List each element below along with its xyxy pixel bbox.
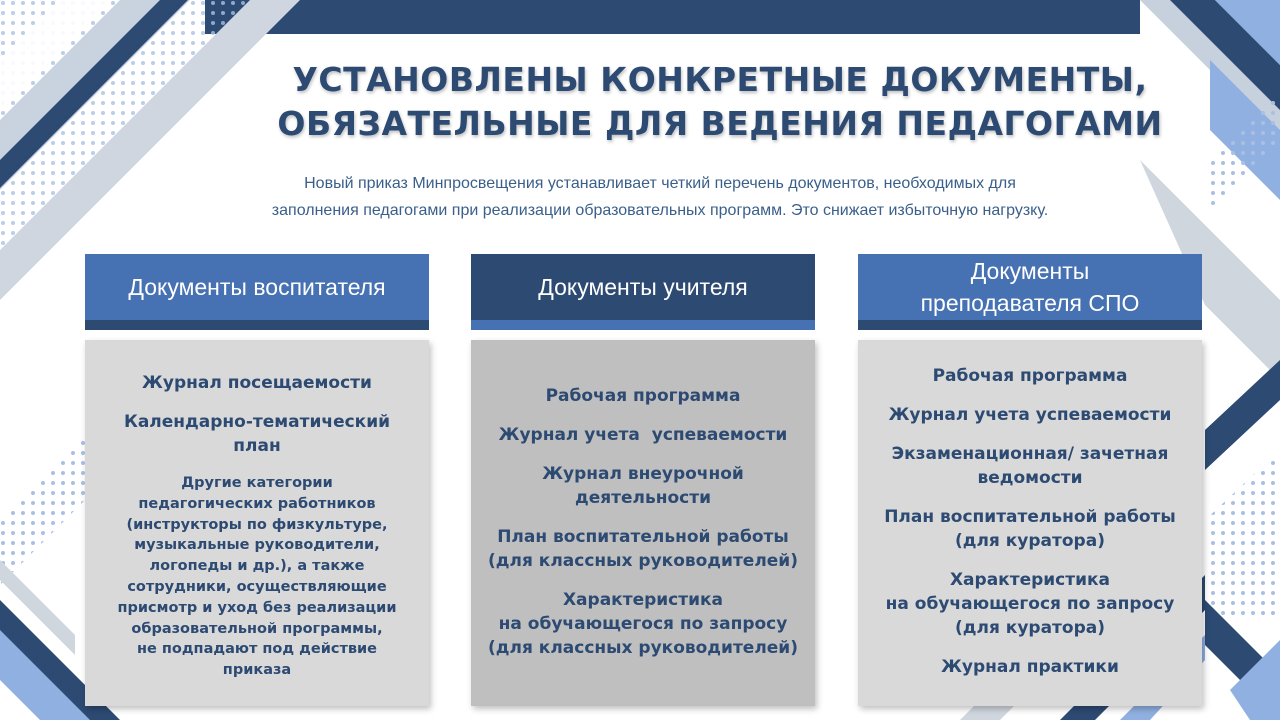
list-item: Характеристика на обучающегося по запросу (для классных руководителей) xyxy=(488,589,798,658)
list-item: Рабочая программа xyxy=(932,366,1128,386)
page-subtitle xyxy=(160,170,1160,224)
card-header-text-line-1: Документы xyxy=(970,258,1090,284)
card-header-text: Документы воспитателя xyxy=(128,274,386,300)
card-spo-lecturer xyxy=(858,254,1202,706)
card-educator xyxy=(85,254,429,706)
list-item: Экзаменационная/ зачетная ведомости xyxy=(891,444,1169,488)
list-item: Рабочая программа xyxy=(545,385,741,406)
page-title xyxy=(240,58,1200,146)
list-item: Журнал учета успеваемости xyxy=(888,405,1172,425)
list-item: Журнал учета успеваемости xyxy=(498,424,788,445)
card-header-bar xyxy=(471,320,815,330)
card-header xyxy=(85,254,429,320)
card-header-text-line-2: преподавателя СПО xyxy=(920,290,1140,316)
list-item: Характеристика на обучающегося по запросу (для куратора) xyxy=(885,570,1175,638)
title-line-1: УСТАНОВЛЕНЫ КОНКРЕТНЫЕ ДОКУМЕНТЫ, xyxy=(292,60,1148,99)
subtitle-line-2: заполнения педагогами при реализации образовательных программ. Это снижает избыточную нагрузку. xyxy=(271,202,1049,219)
card-note: Другие категории педагогических работников (инструкторы по физкультуре, музыкальные руководители, логопеды и др.), а также сотрудники, осуществляющие присмотр и уход без реализации образовательной программы, не подпадают под действие приказа xyxy=(117,475,397,679)
card-header xyxy=(858,254,1202,320)
card-header xyxy=(471,254,815,320)
card-header-bar xyxy=(85,320,429,330)
subtitle-line-1: Новый приказ Минпросвещения устанавливает четкий перечень документов, необходимых для xyxy=(304,175,1016,192)
card-teacher xyxy=(471,254,815,706)
list-item: Календарно-тематический план xyxy=(123,412,391,457)
card-body xyxy=(471,340,815,706)
list-item: Журнал внеурочной деятельности xyxy=(542,463,744,508)
title-line-2: ОБЯЗАТЕЛЬНЫЕ ДЛЯ ВЕДЕНИЯ ПЕДАГОГАМИ xyxy=(277,104,1163,143)
card-header-text: Документы учителя xyxy=(538,274,748,300)
card-header-bar xyxy=(858,320,1202,330)
list-item: Журнал практики xyxy=(941,657,1119,677)
card-body xyxy=(858,340,1202,706)
list-item: Журнал посещаемости xyxy=(142,373,372,394)
card-body xyxy=(85,340,429,706)
list-item: План воспитательной работы (для куратора) xyxy=(884,507,1176,551)
list-item: План воспитательной работы (для классных руководителей) xyxy=(488,526,798,571)
